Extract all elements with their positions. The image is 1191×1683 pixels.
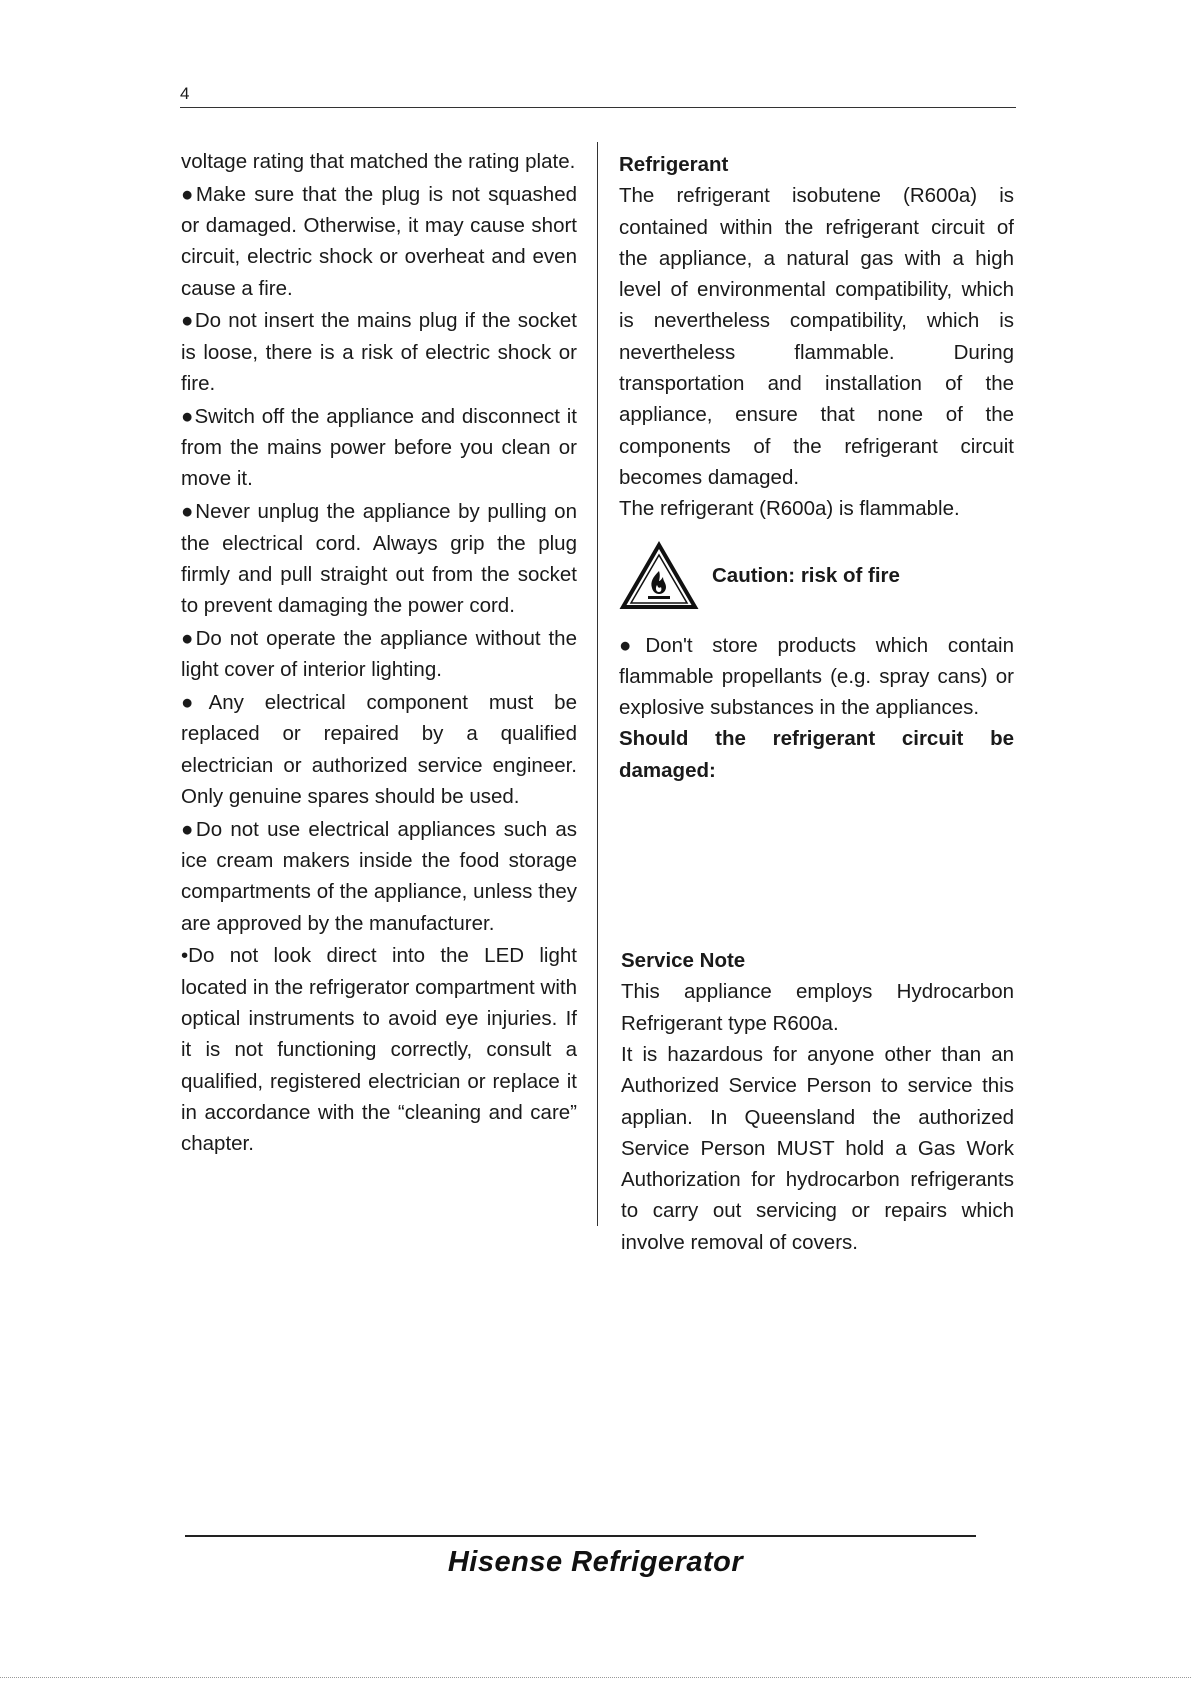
refrigerant-flammable-note: The refrigerant (R600a) is flammable. [619, 497, 960, 521]
footer-brand: Hisense Refrigerator [447, 1546, 744, 1578]
left-paragraph: voltage rating that matched the rating plate. [181, 150, 576, 173]
left-paragraph: ●Make sure that the plug is not squashed or damaged. Otherwise, it may cause short circuit, electric shock or overheat and even cause a fire. [181, 182, 577, 300]
refrigerant-paragraph: The refrigerant isobutene (R600a) is contained within the refrigerant circuit of the appliance, a natural gas with a high level of environmental compatibility, which is nevertheless compatibility, which is nevertheless flammable. During transportation and installation of the appliance, ensure that none of the components of the refrigerant circuit becomes damaged. [619, 184, 1014, 489]
left-paragraph: ●Do not operate the appliance without the light cover of interior lighting. [181, 626, 577, 682]
service-note-paragraph: It is hazardous for anyone other than an Authorized Service Person to service this applian. In Queensland the authorized Service Person MUST hold a Gas Work Authorization for hydrocarbon refrigerants to carry out servicing or repairs which involve removal of covers. [621, 1042, 1014, 1254]
service-note-paragraph: This appliance employs Hydrocarbon Refrigerant type R600a. [621, 980, 1014, 1035]
column-divider [597, 142, 598, 1226]
page-number: 4 [180, 84, 190, 103]
left-paragraph: ●Never unplug the appliance by pulling on the electrical cord. Always grip the plug firmly and pull straight out from the socket to prevent damaging the power cord. [181, 500, 577, 618]
left-paragraph: ●Do not insert the mains plug if the socket is loose, there is a risk of electric shock or fire. [181, 309, 577, 396]
left-paragraph: ●Switch off the appliance and disconnect it from the mains power before you clean or move it. [181, 404, 577, 491]
service-note-heading: Service Note [621, 949, 746, 973]
refrigerant-heading: Refrigerant [619, 153, 729, 176]
service-note [621, 945, 1014, 1258]
damaged-heading: Should the refrigerant circuit be damaged: [619, 727, 1014, 782]
storage-warning: ●Don't store products which contain flammable propellants (e.g. spray cans) or explosive substances in the appliances. [619, 633, 1014, 720]
caution-text: Caution: risk of fire [712, 563, 900, 587]
left-paragraph: ●Do not use electrical appliances such as ice cream makers inside the food storage compartments of the appliance, unless they are approved by the manufacturer. [181, 817, 577, 935]
bottom-edge [0, 1677, 1191, 1678]
header-rule [180, 107, 1016, 108]
caution-row [619, 538, 1014, 618]
left-column [181, 146, 577, 1161]
footer-rule [185, 1535, 976, 1537]
blank-spacer [619, 786, 1014, 945]
fire-warning-triangle-icon [619, 541, 699, 613]
left-paragraph: ●Any electrical component must be replaced or repaired by a qualified electrician or authorized service engineer. Only genuine spares should be used. [181, 691, 577, 808]
right-column [619, 149, 1014, 1258]
left-paragraph: •Do not look direct into the LED light located in the refrigerator compartment with optical instruments to avoid eye injuries. If it is not functioning correctly, consult a qualified, registered electrician or replace it in accordance with the “cleaning and care” chapter. [181, 944, 577, 1156]
